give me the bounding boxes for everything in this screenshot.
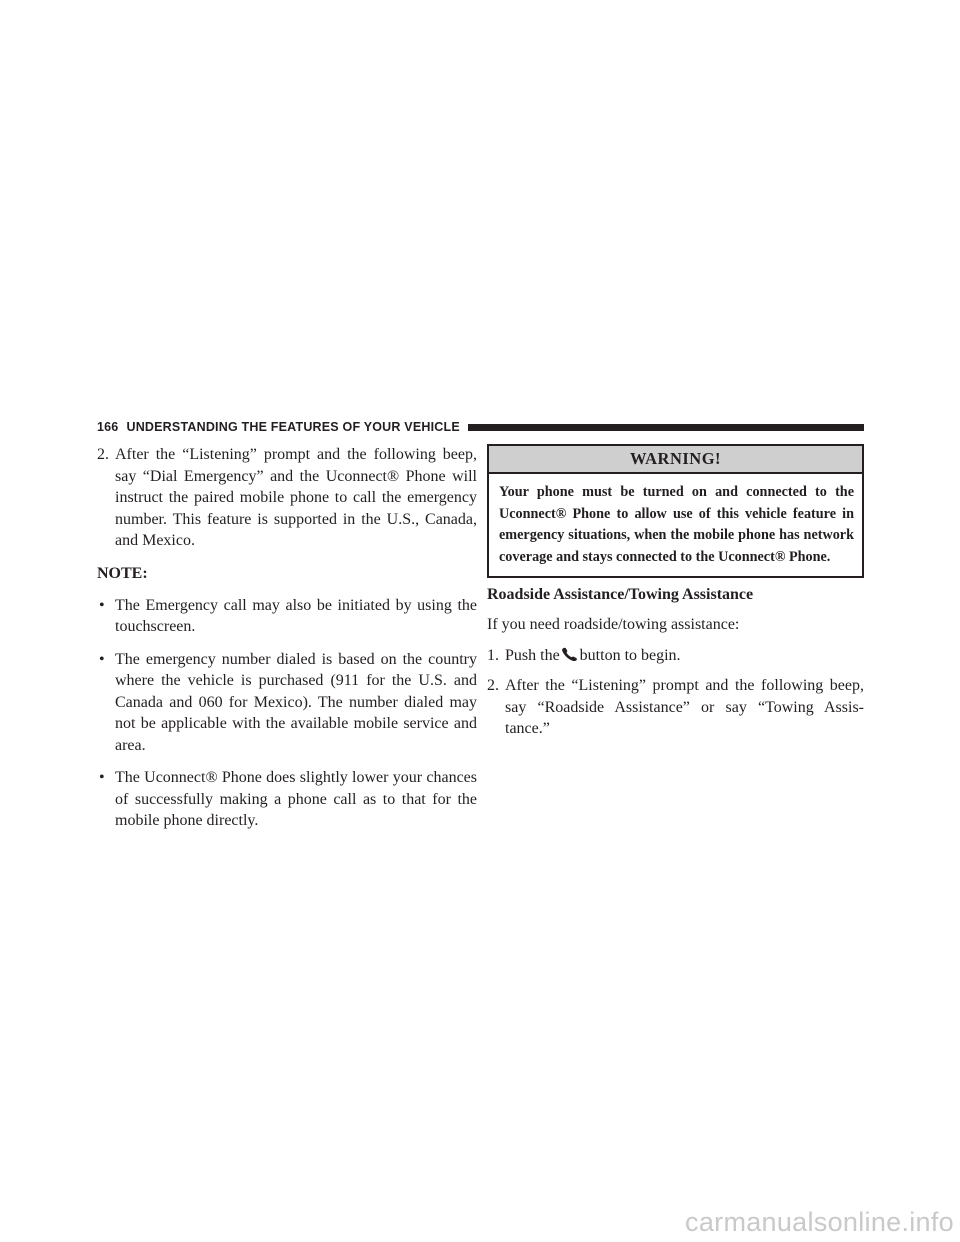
emergency-step-2 <box>97 444 477 552</box>
roadside-step-1 <box>487 645 864 667</box>
roadside-step-2 <box>487 675 864 740</box>
bullet-icon: • <box>99 596 105 614</box>
roadside-intro: If you need roadside/towing assistance: <box>487 616 740 633</box>
section-title: UNDERSTANDING THE FEATURES OF YOUR VEHICLE <box>126 420 460 434</box>
header-rule <box>468 424 864 431</box>
step-text <box>505 645 864 667</box>
left-column <box>97 444 477 843</box>
step-number: 1. <box>487 646 499 664</box>
note-bullet <box>97 767 477 832</box>
bullet-text: The Uconnect® Phone does slightly lower your chances of successfully making a phone call as to that for the mobile phone directly. <box>115 769 477 829</box>
step-text: After the “Listening” prompt and the following beep, say “Dial Emergency” and the Uconnect® Phone will instruct the paired mobile phone to call the emergency number. This feature is supported in the U.S., Canada, and Mexico. <box>115 446 477 549</box>
note-bullet <box>97 595 477 638</box>
warning-body: Your phone must be turned on and connected to the Uconnect® Phone to allow use of this vehicle feature in emergency situations, when the mobile phone has network coverage and stays connected to the Uconnect® Phone. <box>499 484 854 565</box>
watermark: carmanualsonline.info <box>685 1207 954 1237</box>
bullet-icon: • <box>99 650 105 668</box>
phone-icon <box>561 647 579 661</box>
page-number: 166 <box>97 420 119 434</box>
right-column <box>487 444 864 749</box>
warning-title: WARNING! <box>489 446 862 474</box>
note-heading: NOTE: <box>97 564 148 582</box>
roadside-heading: Roadside Assistance/Towing Assistance <box>487 586 754 603</box>
bullet-icon: • <box>99 769 105 786</box>
page-header <box>97 417 864 437</box>
step-text: After the “Listening” prompt and the following beep, say “Roadside Assistance” or say “Towing Assis-tance.” <box>505 677 864 737</box>
step-text-after: button to begin. <box>579 646 681 664</box>
note-bullet <box>97 649 477 757</box>
warning-box <box>487 444 864 578</box>
step-text-before: Push the <box>505 646 560 664</box>
step-number: 2. <box>487 677 499 694</box>
bullet-text: The Emergency call may also be initiated by using the touchscreen. <box>115 596 477 635</box>
bullet-text: The emergency number dialed is based on the country where the vehicle is purchased (911 for the U.S. and Canada and 060 for Mexico). The number dialed may not be applicable with the available mobile service and area. <box>115 650 477 754</box>
step-number: 2. <box>97 446 109 463</box>
